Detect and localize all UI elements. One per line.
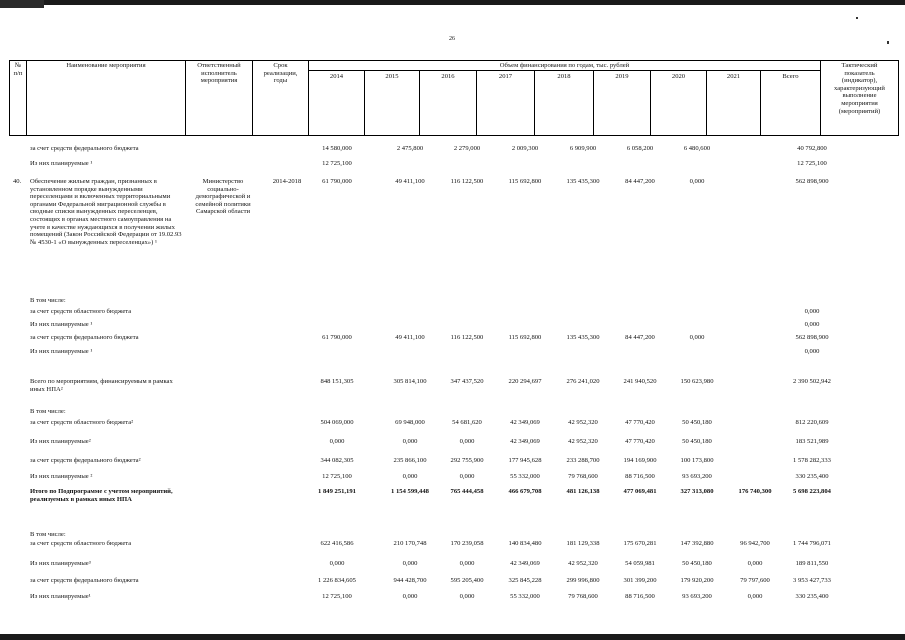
row-year-value: 299 996,800 — [566, 577, 600, 584]
row-year-value: 47 770,420 — [625, 419, 655, 426]
year-2017: 2017 — [498, 73, 513, 80]
row-year-value: 0,000 — [689, 334, 705, 341]
header-term: Срок реализации, годы — [263, 62, 298, 85]
header-top-line — [9, 60, 899, 61]
scan-top-border — [0, 0, 905, 5]
row-year-value: 135 435,300 — [566, 334, 600, 341]
row-year-value: 1 849 251,191 — [318, 488, 356, 495]
row-year-value: 0,000 — [329, 438, 345, 445]
row-year-value: 12 725,100 — [322, 160, 352, 167]
row-year-value: 69 948,000 — [395, 419, 425, 426]
row-year-value: 88 716,500 — [625, 473, 655, 480]
row-year-value: 1 154 599,448 — [391, 488, 429, 495]
row-year-value: 220 294,697 — [508, 378, 542, 385]
row-year-value: 194 169,900 — [623, 457, 657, 464]
row-year-value: 100 173,800 — [680, 457, 714, 464]
row-year-value: 0,000 — [747, 560, 763, 567]
row-year-value: 55 332,000 — [510, 593, 540, 600]
row-total-value: 12 725,100 — [797, 160, 827, 167]
row-year-value: 235 866,100 — [393, 457, 427, 464]
row-total-value: 3 953 427,733 — [793, 577, 831, 584]
row-year-value: 6 058,200 — [626, 145, 654, 152]
row-label: Из них планируемые ¹ — [30, 160, 93, 167]
row-year-value: 944 428,700 — [393, 577, 427, 584]
row-total-value: 0,000 — [804, 308, 820, 315]
row-year-value: 116 122,500 — [450, 334, 484, 341]
row-total-value: 330 235,400 — [795, 473, 829, 480]
row-year-value: 42 349,069 — [510, 438, 540, 445]
row-label: Из них планируемые ¹ — [30, 348, 93, 355]
row-label: за счет средств федерального бюджета² — [30, 457, 141, 464]
row-year-value: 61 790,000 — [322, 334, 352, 341]
row-year-value: 93 693,200 — [682, 473, 712, 480]
row-year-value: 115 692,800 — [508, 334, 542, 341]
row-year-value: 0,000 — [459, 560, 475, 567]
year-2014: 2014 — [329, 73, 344, 80]
year-2019: 2019 — [615, 73, 629, 80]
row-total-value: 562 898,900 — [795, 334, 829, 341]
row-year-value: 96 942,700 — [740, 540, 770, 547]
row-total-value: 189 811,550 — [795, 560, 829, 567]
row-responsible: Министерство социально-демографической и семейной политики Самарской области — [195, 178, 251, 216]
row-year-value: 622 416,586 — [320, 540, 354, 547]
row-year-value: 176 740,300 — [738, 488, 772, 495]
row-year-value: 47 770,420 — [625, 438, 655, 445]
year-2021: 2021 — [726, 73, 741, 80]
year-2015: 2015 — [385, 73, 399, 80]
row-label: Из них планируемые ² — [30, 473, 93, 480]
row-label: Из них планируемые ¹ — [30, 321, 93, 328]
row-year-value: 0,000 — [747, 593, 763, 600]
row-year-value: 0,000 — [329, 560, 345, 567]
row-year-value: 0,000 — [402, 473, 418, 480]
row-total-value: 1 744 796,071 — [793, 540, 831, 547]
scan-top-mark — [0, 0, 44, 8]
row-year-value: 0,000 — [459, 473, 475, 480]
row-year-value: 42 952,320 — [568, 560, 598, 567]
row-year-value: 0,000 — [402, 593, 418, 600]
header-vline — [898, 60, 899, 136]
row-year-value: 179 920,200 — [680, 577, 714, 584]
row-year-value: 2 009,300 — [511, 145, 539, 152]
header-funding: Объем финансирования по годам, тыс. рублей — [499, 62, 630, 69]
row-year-value: 42 349,069 — [510, 419, 540, 426]
year-2016: 2016 — [441, 73, 455, 80]
row-total-value: 5 698 223,804 — [793, 488, 831, 495]
row-year-value: 595 205,400 — [450, 577, 484, 584]
row-year-value: 50 450,180 — [682, 560, 712, 567]
row-label: Всего по мероприятиям, финансируемым в рамках иных НПА² — [30, 378, 173, 393]
row-year-value: 140 834,480 — [508, 540, 542, 547]
row-year-value: 0,000 — [402, 438, 418, 445]
header-name: Наименование мероприятия — [66, 62, 146, 69]
row-year-value: 55 332,000 — [510, 473, 540, 480]
row-year-value: 42 952,320 — [568, 438, 598, 445]
row-year-value: 116 122,500 — [450, 178, 484, 185]
header-responsible: Ответственный исполнитель мероприятия — [197, 62, 241, 85]
row-label: Итого по Подпрограмме с учетом мероприятий, реализуемых в рамках иных НПА — [30, 488, 173, 503]
row-label: за счет средств федерального бюджета — [30, 145, 139, 152]
row-year-value: 61 790,000 — [322, 178, 352, 185]
row-total-value: 2 390 502,942 — [793, 378, 831, 385]
row-year-value: 292 755,900 — [450, 457, 484, 464]
row-year-value: 12 725,100 — [322, 593, 352, 600]
row-year-value: 79 768,600 — [568, 593, 598, 600]
row-year-value: 325 845,228 — [508, 577, 542, 584]
row-number: 40. — [13, 178, 22, 185]
scan-speck — [887, 41, 889, 44]
row-year-value: 50 450,180 — [682, 438, 712, 445]
row-year-value: 88 716,500 — [625, 593, 655, 600]
row-year-value: 135 435,300 — [566, 178, 600, 185]
row-label: Из них планируемые¹ — [30, 593, 91, 600]
row-year-value: 170 239,058 — [450, 540, 484, 547]
header-bottom-line — [9, 135, 899, 136]
row-year-value: 301 399,200 — [623, 577, 657, 584]
row-year-value: 6 909,900 — [569, 145, 597, 152]
row-year-value: 481 126,138 — [566, 488, 600, 495]
row-total-value: 1 578 282,333 — [793, 457, 831, 464]
funding-subheader-line — [308, 70, 821, 71]
row-year-value: 54 681,620 — [452, 419, 482, 426]
row-total-value: 0,000 — [804, 348, 820, 355]
row-label: В том числе: — [30, 531, 66, 538]
row-label: Обеспечение жильем граждан, признанных в установленном порядке вынужденными переселенцами и включенных территориальными органами Федеральной миграционной службы в сводные списки вынужденных переселенцев, состоящих в органах местного самоуправления на учете в качестве нуждающихся в получении жилых помещений (Закон Российской Федерации от 19.02.93 № 4530-1 «О вынужденных переселенцах») ¹ — [30, 178, 182, 246]
row-label: за счет средств федерального бюджета — [30, 577, 139, 584]
row-year-value: 115 692,800 — [508, 178, 542, 185]
row-year-value: 42 349,069 — [510, 560, 540, 567]
row-term: 2014-2018 — [272, 178, 302, 185]
row-year-value: 0,000 — [402, 560, 418, 567]
row-year-value: 466 679,708 — [508, 488, 542, 495]
row-year-value: 49 411,100 — [395, 178, 425, 185]
row-year-value: 276 241,020 — [566, 378, 600, 385]
row-total-value: 40 792,800 — [797, 145, 827, 152]
row-total-value: 562 898,900 — [795, 178, 829, 185]
row-year-value: 765 444,458 — [450, 488, 484, 495]
row-year-value: 504 069,000 — [320, 419, 354, 426]
row-year-value: 848 151,305 — [320, 378, 354, 385]
row-year-value: 84 447,200 — [625, 178, 655, 185]
row-year-value: 1 226 834,605 — [318, 577, 356, 584]
year-total: Всего — [782, 73, 799, 80]
row-year-value: 477 069,481 — [623, 488, 657, 495]
row-year-value: 79 797,600 — [740, 577, 770, 584]
row-label: В том числе: — [30, 408, 66, 415]
row-year-value: 181 129,338 — [566, 540, 600, 547]
row-year-value: 50 450,180 — [682, 419, 712, 426]
row-label: за счет средств областного бюджета — [30, 308, 132, 315]
page-number: 26 — [449, 36, 455, 42]
row-year-value: 6 480,600 — [683, 145, 711, 152]
row-year-value: 42 952,320 — [568, 419, 598, 426]
row-label: Из них планируемые² — [30, 438, 91, 445]
row-total-value: 330 235,400 — [795, 593, 829, 600]
row-total-value: 0,000 — [804, 321, 820, 328]
row-year-value: 93 693,200 — [682, 593, 712, 600]
row-year-value: 147 392,880 — [680, 540, 714, 547]
row-year-value: 0,000 — [689, 178, 705, 185]
row-year-value: 12 725,100 — [322, 473, 352, 480]
row-total-value: 183 521,989 — [795, 438, 829, 445]
row-year-value: 2 475,800 — [396, 145, 424, 152]
row-year-value: 344 082,305 — [320, 457, 354, 464]
row-year-value: 233 288,700 — [566, 457, 600, 464]
row-label: за счет средств областного бюджета² — [30, 419, 134, 426]
row-year-value: 54 059,981 — [625, 560, 655, 567]
row-year-value: 241 940,520 — [623, 378, 657, 385]
header-indicator: Тактический показатель (индикатор), характеризующий выполнение мероприятия (мероприятий) — [834, 62, 885, 115]
row-label: за счет средств областного бюджета — [30, 540, 132, 547]
year-2018: 2018 — [557, 73, 571, 80]
row-label: Из них планируемые³ — [30, 560, 91, 567]
row-year-value: 0,000 — [459, 438, 475, 445]
header-num: № п/п — [13, 62, 23, 77]
row-year-value: 327 313,080 — [680, 488, 714, 495]
scan-speck — [856, 17, 858, 19]
row-year-value: 14 580,000 — [322, 145, 352, 152]
row-year-value: 177 945,628 — [508, 457, 542, 464]
row-label: В том числе: — [30, 297, 66, 304]
header-vline — [308, 60, 309, 136]
row-year-value: 347 437,520 — [450, 378, 484, 385]
row-year-value: 84 447,200 — [625, 334, 655, 341]
row-year-value: 79 768,600 — [568, 473, 598, 480]
header-vline — [26, 60, 27, 136]
row-label: за счет средств федерального бюджета — [30, 334, 139, 341]
row-year-value: 0,000 — [459, 593, 475, 600]
row-year-value: 150 623,980 — [680, 378, 714, 385]
row-year-value: 2 279,000 — [453, 145, 481, 152]
row-year-value: 175 670,281 — [623, 540, 657, 547]
row-total-value: 812 220,609 — [795, 419, 829, 426]
scan-bottom-border — [0, 634, 905, 640]
row-year-value: 210 170,748 — [393, 540, 427, 547]
year-2020: 2020 — [671, 73, 686, 80]
row-year-value: 49 411,100 — [395, 334, 425, 341]
row-year-value: 305 814,100 — [393, 378, 427, 385]
table-header — [9, 60, 899, 136]
